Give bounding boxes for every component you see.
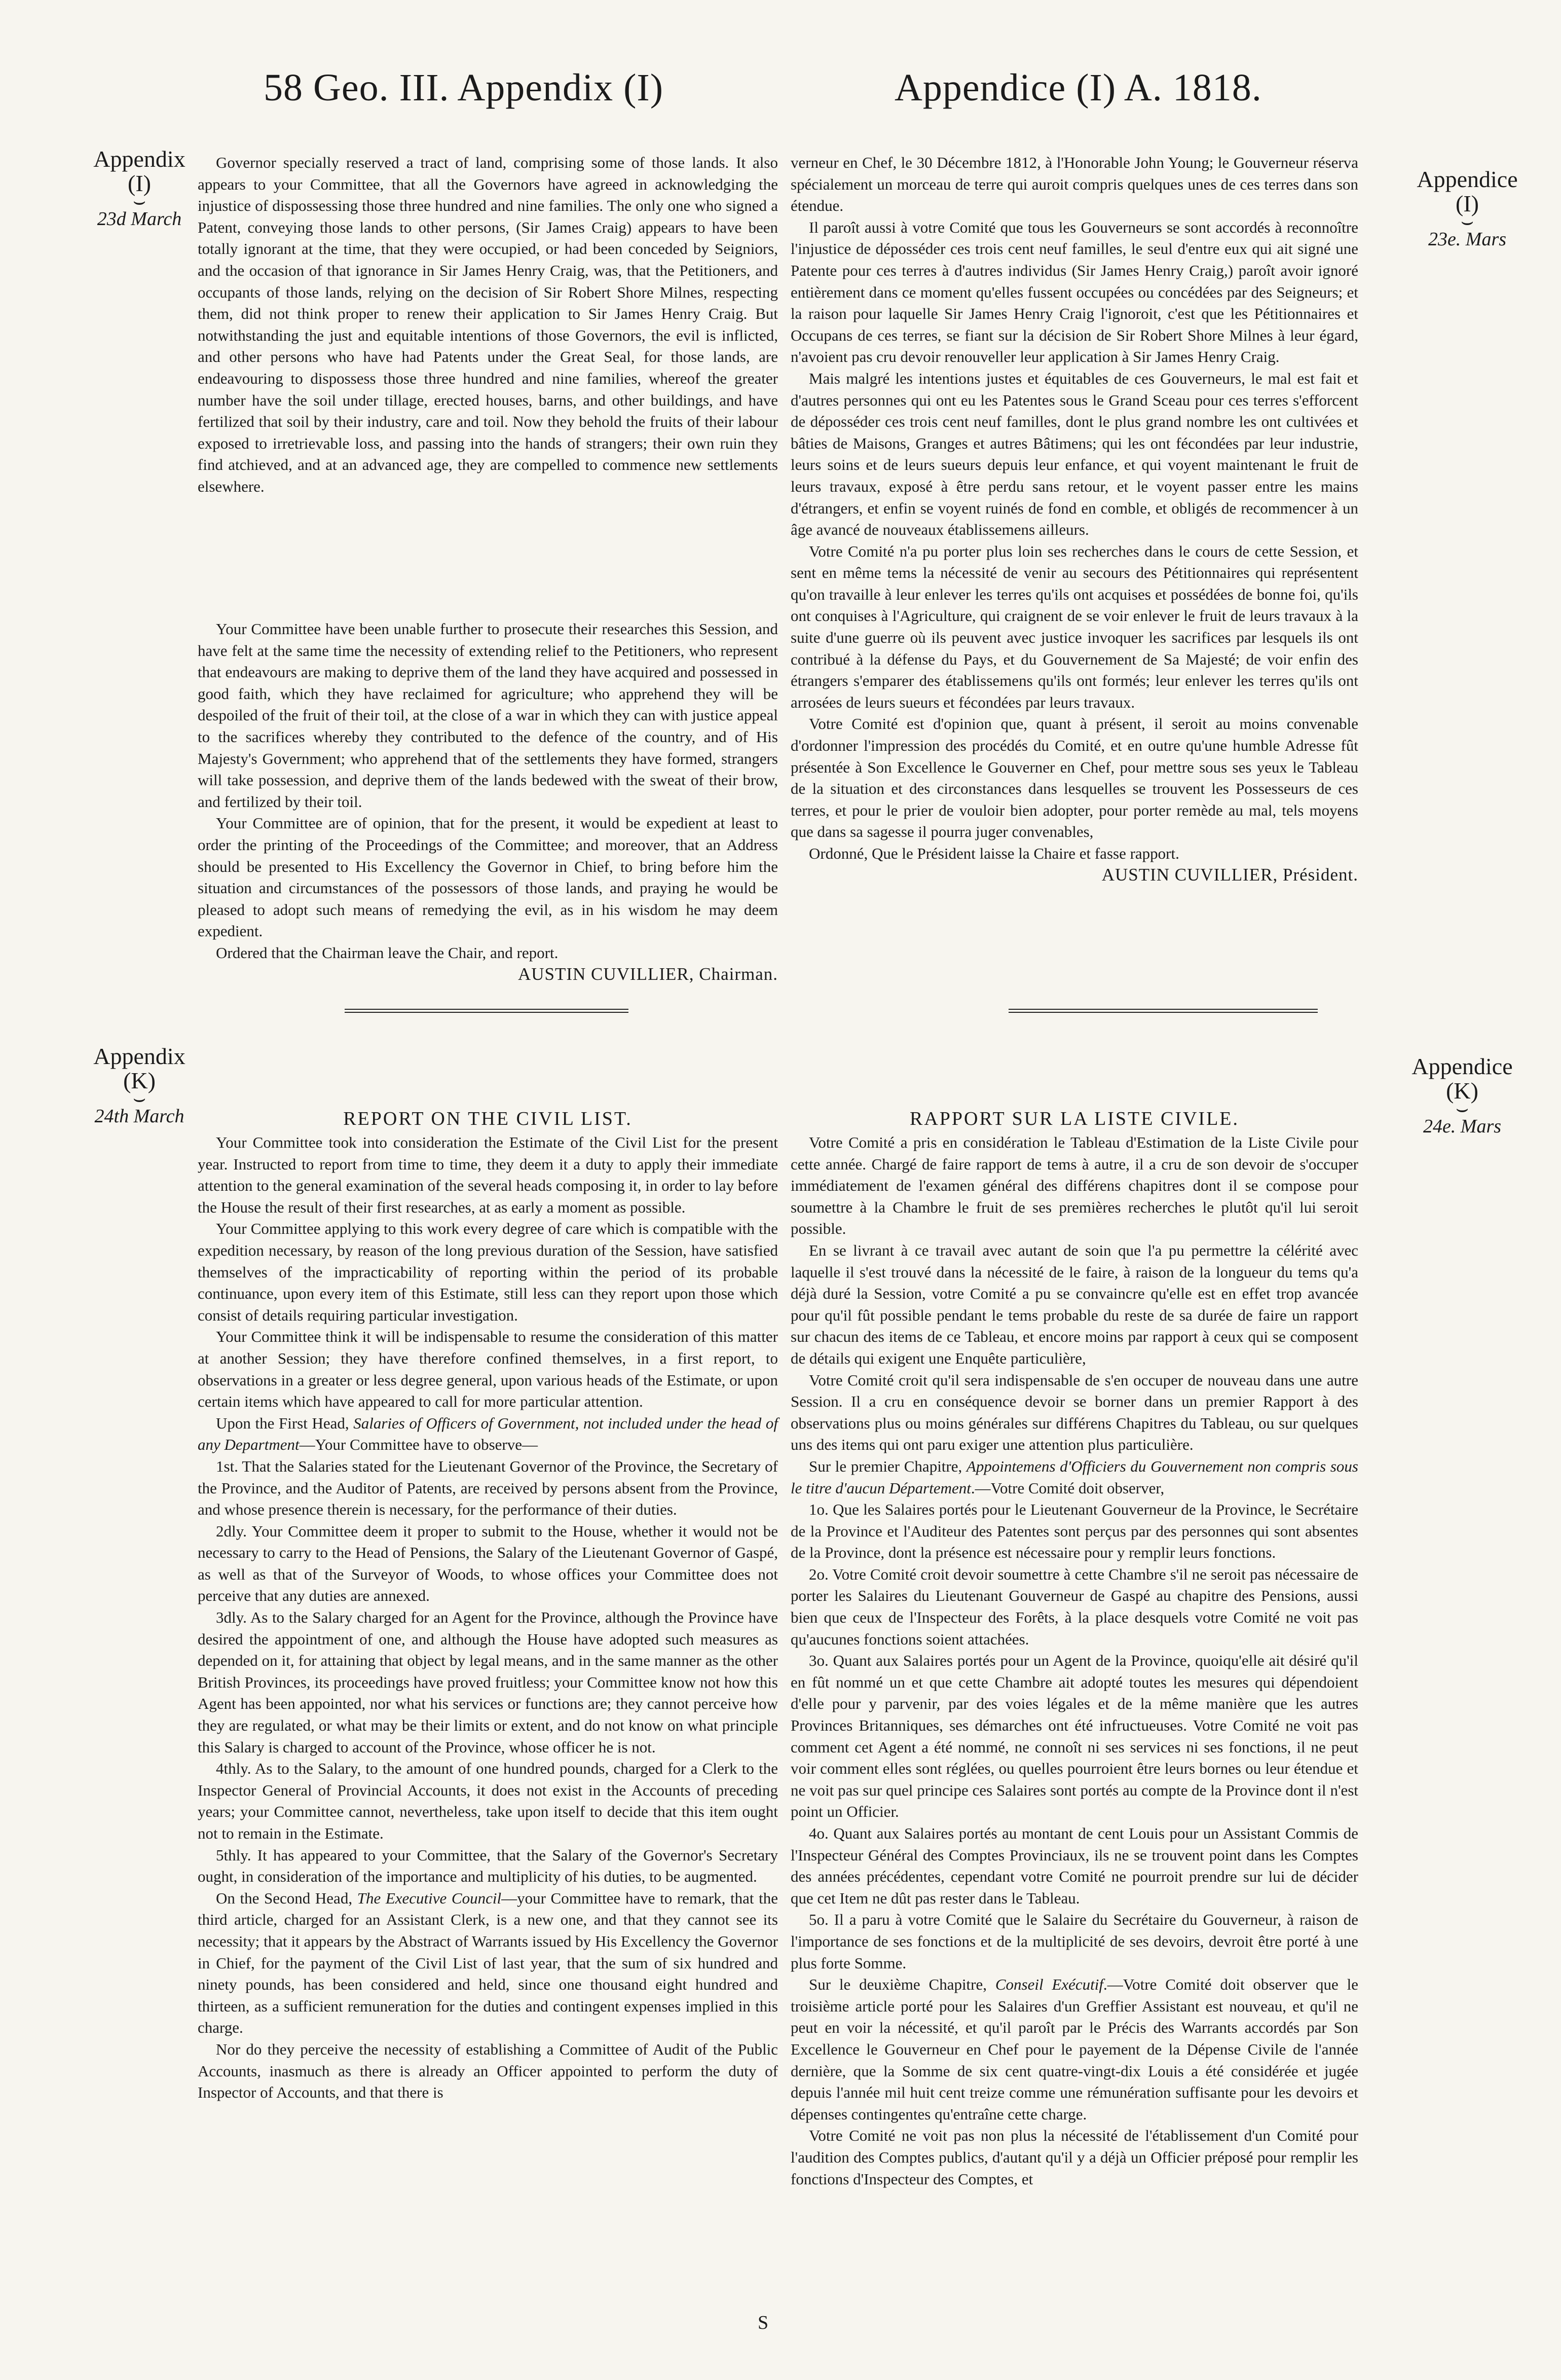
english-petition-report-cont bbox=[198, 618, 778, 984]
margin-note-appendice-k-right: Appendice (K) ⌣ 24e. Mars bbox=[1404, 1054, 1520, 1139]
french-petition-report bbox=[791, 152, 1358, 885]
paragraph: 1st. That the Salaries stated for the Lieutenant Governor of the Province, the Secretary of the Province, and the Auditor of Patents, are received by persons absent from the Province, and whose presence therein is necessary, for the performance of their duties. bbox=[198, 1457, 778, 1519]
paragraph: Upon the First Head, Salaries of Officers of Government, not included under the head of any Department—Your Committee have to observe— bbox=[198, 1414, 778, 1454]
paragraph: Governor specially reserved a tract of land, comprising some of those lands. It also appears to your Committee, that all the Governors have agreed in acknowledging the injustice of dispossessing those three hundred and nine families. The only one who signed a Patent, conveying those lands to other persons, (Sir James Craig) appears to have been totally ignorant at the time, that they were occupied, or had been conceded by Seigniors, and the occasion of that ignorance in Sir James Henry Craig, was, that the Petitioners, and occupants of those lands, relying on the decision of Sir Robert Shore Milnes, respecting them, did not think proper to renew their application to Sir James Henry Craig. But notwithstanding the just and equitable intentions of those Governors, the evil is inflicted, and other persons who have had Patents under the Great Seal, for those lands, are endeavouring to dispossess those three hundred and nine families, whereof the greater number have the soil under tillage, erected houses, barns, and other buildings, and have fertilized that soil by their industry, care and toil. Now they behold the fruits of their labour exposed to irretrievable loss, and passing into the hands of strangers; their own ruin they find atchieved, and at an advanced age, they are compelled to commence new settlements elsewhere. bbox=[198, 154, 778, 495]
paragraph: verneur en Chef, le 30 Décembre 1812, à l'Honorable John Young; le Gouverneur réserva spécialement un morceau de terre qui auroit compris quelques unes de ces terres dans son étendue. bbox=[791, 154, 1358, 215]
french-civil-list-report bbox=[791, 1108, 1358, 2190]
paragraph: 3o. Quant aux Salaires portés pour un Agent de la Province, quoiqu'elle ait désiré qu'il en fût nommé un et que cette Chambre ait adopté toutes les mesures qui dépendoient d'elle pour y parvenir, par des voies légales et de la même manière que les autres Provinces Britanniques, ses démarches ont été infructueuses. Votre Comité ne voit pas comment cet Agent a été nommé, ne connoît ni ses services ni ses fonctions, il ne peut voir comment elles sont réglées, ou quelles pourroient être leurs bornes ou leur étendue et ne voit pas sur quel principe ces Salaires sont portés au compte de la Province dont il n'est point un Officier. bbox=[791, 1652, 1358, 1821]
paragraph: Sur le deuxième Chapitre, Conseil Exécutif.—Votre Comité doit observer que le troisième article porté pour les Salaires d'un Greffier Assistant est nouveau, et qu'il ne peut en voir la nécessité, et qu'il paroît par le Précis des Warrants accordés par Son Excellence le Gouverneur en Chef pour le payement de la Dépense Civile de l'année dernière, que la Somme de six cent quatre-vingt-dix Louis a été considérée et jugée depuis l'année mil huit cent treize comme une rémunération suffisante pour les devoirs et dépenses contingentes qu'entraîne cette charge. bbox=[791, 1975, 1359, 2123]
margin-note-appendice-i-right: Appendice (I) ⌣ 23e. Mars bbox=[1409, 167, 1526, 251]
paragraph: On the Second Head, The Executive Council—your Committee have to remark, that the third article, charged for an Assistant Clerk, is a new one, and that they cannot see its necessity; that it appears by the Abstract of Warrants issued by His Excellency the Governor in Chief, for the payment of the Civil List of last year, that the sum of six hundred and ninety pounds, has been considered and held, since one thousand eight hundred and thirteen, as a sufficient remuneration for the duties and contingent expenses implied in this charge. bbox=[198, 1889, 778, 2037]
paragraph: 5thly. It has appeared to your Committee, that the Salary of the Governor's Secretary ought, in consideration of the importance and multiplicity of his duties, to be augmented. bbox=[198, 1846, 778, 1886]
paragraph: Votre Comité est d'opinion que, quant à présent, il seroit au moins convenable d'ordonner l'impression des procédés du Comité, et en outre qu'une humble Adresse fût présentée à Son Excellence le Gouverner en Chef, pour mettre sous ses yeux le Tableau de la situation et des circonstances dans lesquelles se trouvent les Possesseurs de ces terres, et pour le prier de vouloir bien adopter, pour porter remède au mal, tels moyens que dans sa sagesse il pourra juger convenables, bbox=[791, 715, 1358, 841]
flourish-icon: ⌣ bbox=[1455, 1097, 1469, 1120]
margin-note-appendix-i-left: Appendix (I) ⌣ 23d March bbox=[81, 147, 198, 231]
flourish-icon: ⌣ bbox=[132, 190, 146, 212]
paragraph: Your Committee have been unable further to prosecute their researches this Session, and have felt at the same time the necessity of extending relief to the Petitioners, who represent that endeavours are making to deprive them of the land they have acquired and possessed in good faith, which they have reclaimed for agriculture; who apprehend they will be despoiled of the fruit of their toil, at the close of a war in which they can with justice appeal to the sacrifices whereby they contributed to the defence of the country, and of His Majesty's Government; who apprehend that of the settlements they have formed, strangers will take possession, and deprive them of the lands bedewed with the sweat of their brow, and fertilized by their toil. bbox=[198, 620, 778, 811]
president-signature: AUSTIN CUVILLIER, Président. bbox=[1101, 864, 1358, 885]
paragraph: Your Committee think it will be indispensable to resume the consideration of this matter at another Session; they have therefore confined themselves, in a first report, to observations in a greater or less degree general, upon various heads of the Estimate, or upon certain items which have appeared to call for more particular attention. bbox=[198, 1328, 778, 1411]
paragraph: Your Committee applying to this work every degree of care which is compatible with the expedition necessary, by reason of the long previous duration of the Session, have satisfied themselves of the impracticability of reporting within the period of its probable continuance, upon every item of this Estimate, still less can they report upon those which consist of details requiring particular investigation. bbox=[198, 1220, 778, 1324]
paragraph: 5o. Il a paru à votre Comité que le Salaire du Secrétaire du Gouverneur, à raison de l'importance de ses fonctions et de la multiplicité de ses devoirs, devroit être porté à une plus forte Somme. bbox=[791, 1911, 1358, 1972]
paragraph: 2dly. Your Committee deem it proper to submit to the House, whether it would not be necessary to carry to the Head of Pensions, the Salary of the Lieutenant Governor of Gaspé, as well as that of the Surveyor of Woods, to whose offices your Committee does not perceive that any duties are annexed. bbox=[198, 1522, 778, 1605]
paragraph: Votre Comité croit qu'il sera indispensable de s'en occuper de nouveau dans une autre Session. Il a cru en conséquence devoir se borner dans un premier Rapport à des observations plus ou moins générales sur différens Chapitres du Tableau, ou sur quelques uns des items qui ont paru exiger une attention plus particulière. bbox=[791, 1371, 1358, 1454]
chairman-signature: AUSTIN CUVILLIER, Chairman. bbox=[517, 964, 778, 984]
paragraph: En se livrant à ce travail avec autant de soin que l'a pu permettre la célérité avec laquelle il s'est trouvé dans la nécessité de le faire, à raison de la longueur du tems qu'a déjà duré la Session, votre Comité a pu se convaincre qu'elle est en effet trop avancée pour qu'il fût possible pendant le tems probable du reste de sa durée de faire un rapport sur chacun des items de ce Tableau, et encore moins par rapport à ceux qui se composent de détails qui exigent une Enquête particulière, bbox=[791, 1241, 1358, 1367]
paragraph: Votre Comité a pris en considération le Tableau d'Estimation de la Liste Civile pour cette année. Chargé de faire rapport de tems à autre, il a cru de son devoir de s'occuper immédiatement de l'examen général des différens chapitres dont il se compose pour soumettre à la Chambre le fruit de ses premières recherches le plutôt qu'il lui seroit possible. bbox=[791, 1133, 1358, 1238]
paragraph: 2o. Votre Comité croit devoir soumettre à cette Chambre s'il ne seroit pas nécessaire de porter les Salaires du Lieutenant Gouverneur de Gaspé au chapitre des Pensions, aussi bien que ceux de l'Inspecteur des Forêts, à la place desquels votre Comité ne voit pas qu'aucunes fonctions soient attachées. bbox=[791, 1565, 1358, 1648]
running-header-right: Appendice (I) A. 1818. bbox=[895, 66, 1262, 109]
paragraph: Il paroît aussi à votre Comité que tous les Gouverneurs se sont accordés à reconnoître l'injustice de déposséder ces trois cent neuf familles, le seul d'entre eux qui ait signé une Patente pour ces terres à d'autres individus (Sir James Henry Craig,) paroît avoir ignoré entièrement dans ce moment qu'elles fussent occupées ou concédées par des Seigneurs; et la raison pour laquelle Sir James Henry Craig l'ignoroit, c'est que les Pétitionnaires et Occupans de ces terres, se fiant sur la décision de Sir Robert Shore Milnes à leur égard, n'avoient pas cru devoir renouveller leur application à Sir James Henry Craig. bbox=[791, 218, 1358, 366]
running-header-left: 58 Geo. III. Appendix (I) bbox=[264, 66, 664, 109]
paragraph: Your Committee took into consideration the Estimate of the Civil List for the present year. Instructed to report from time to time, they deem it a duty to apply their immediate attention to the general examination of the several heads composing it, in order to lay before the House the result of their first researches, at as early a moment as possible. bbox=[198, 1133, 778, 1216]
paragraph: Votre Comité ne voit pas non plus la nécessité de l'établissement d'un Comité pour l'audition des Comptes publics, d'autant qu'il y a déjà un Officier préposé pour remplir les fonctions d'Inspecteur des Comptes, et bbox=[791, 2127, 1358, 2188]
paragraph: 4o. Quant aux Salaires portés au montant de cent Louis pour un Assistant Commis de l'Inspecteur Général des Comptes Provinciaux, ils ne se trouvent point dans les Comptes des années précédentes, cependant votre Comité ne pourroit prendre sur lui de décider que cet Item ne dût pas rester dans le Tableau. bbox=[791, 1824, 1358, 1907]
paragraph: Votre Comité n'a pu porter plus loin ses recherches dans le cours de cette Session, et sent en même tems la nécessité de venir au secours des Pétitionnaires qui représentent qu'on travaille à leur enlever les terres qu'ils ont acquises et possédées de bonne foi, qu'ils ont conquises à l'Agriculture, qui craignent de se voir enlever le fruit de leurs travaux à la suite d'une guerre où ils peuvent avec justice invoquer les sacrifices par lesquels ils ont contribué à la défense du Pays, et du Gouvernement de Sa Majesté; de voir enfin des étrangers s'emparer des établissemens qu'ils ont formés; leur enlever les terres qu'ils ont arrosées de leurs sueurs et fécondées par leurs travaux. bbox=[791, 542, 1358, 711]
section-divider bbox=[345, 1009, 628, 1013]
paragraph: Ordered that the Chairman leave the Chair, and report. bbox=[216, 943, 559, 962]
margin-note-appendix-k-left: Appendix (K) ⌣ 24th March bbox=[81, 1044, 198, 1128]
paragraph: Ordonné, Que le Président laisse la Chaire et fasse rapport. bbox=[809, 845, 1179, 862]
paragraph: 3dly. As to the Salary charged for an Agent for the Province, although the Province have desired the appointment of one, and although the House have adopted such measures as depended on it, for attaining that object by legal means, and in the same manner as the other British Provinces, its proceedings have proved fruitless; your Committee know not how this Agent has been appointed, nor what his services or functions are; they cannot perceive how they are regulated, or what may be their limits or extent, and do not know on what principle this Salary is charged to account of the Province, whose officer he is not. bbox=[198, 1608, 778, 1756]
paragraph: 1o. Que les Salaires portés pour le Lieutenant Gouverneur de la Province, le Secrétaire de la Province et l'Auditeur des Patentes sont perçus par des personnes qui sont absentes de la Province, dont la présence est nécessaire pour y remplir leurs fonctions. bbox=[791, 1500, 1358, 1562]
paragraph: Your Committee are of opinion, that for the present, it would be expedient at least to order the printing of the Proceedings of the Committee; and moreover, that an Address should be presented to His Excellency the Governor in Chief, to bring before him the situation and circumstances of the possessors of those lands, and praying he would be pleased to adopt such means of remedying the evil, as in his wisdom he may deem expedient. bbox=[198, 814, 778, 940]
paragraph: Nor do they perceive the necessity of establishing a Committee of Audit of the Public Accounts, inasmuch as there is already an Officer appointed to perform the duty of Inspector of Accounts, and that there is bbox=[198, 2040, 778, 2102]
paragraph: Mais malgré les intentions justes et équitables de ces Gouverneurs, le mal est fait et d'autres personnes qui ont eu les Patentes sous le Grand Sceau pour ces terres s'efforcent de déposséder ces trois cent neuf familles, dont le plus grand nombre les ont cultivées et bâties de Maisons, Granges et autres Bâtimens; qui les ont fécondées par leur industrie, leurs soins et de leurs sueurs depuis leur enfance, et qui voyent maintenant le fruit de leurs travaux, exposé à être perdu sans retour, et le voyent passer entre les mains d'étrangers, et enfin se voyent ruinés de fond en comble, et obligés de recommencer à un âge avancé de nouveaux établissemens ailleurs. bbox=[791, 369, 1358, 539]
section-title: RAPPORT SUR LA LISTE CIVILE. bbox=[909, 1108, 1239, 1129]
section-title: REPORT ON THE CIVIL LIST. bbox=[343, 1108, 633, 1129]
english-civil-list-report bbox=[198, 1108, 778, 2104]
english-petition-report bbox=[198, 152, 778, 498]
flourish-icon: ⌣ bbox=[1460, 210, 1474, 233]
signature-mark: S bbox=[758, 2312, 769, 2333]
paragraph: Sur le premier Chapitre, Appointemens d'Officiers du Gouvernement non compris sous le titre d'aucun Département.—Votre Comité doit observer, bbox=[791, 1457, 1358, 1497]
flourish-icon: ⌣ bbox=[132, 1087, 146, 1110]
section-divider bbox=[1009, 1009, 1318, 1013]
paragraph: 4thly. As to the Salary, to the amount of one hundred pounds, charged for a Clerk to the Inspector General of Provincial Accounts, it does not exist in the Accounts of preceding years; your Committee cannot, nevertheless, take upon itself to decide that this item ought not to remain in the Estimate. bbox=[198, 1760, 778, 1842]
